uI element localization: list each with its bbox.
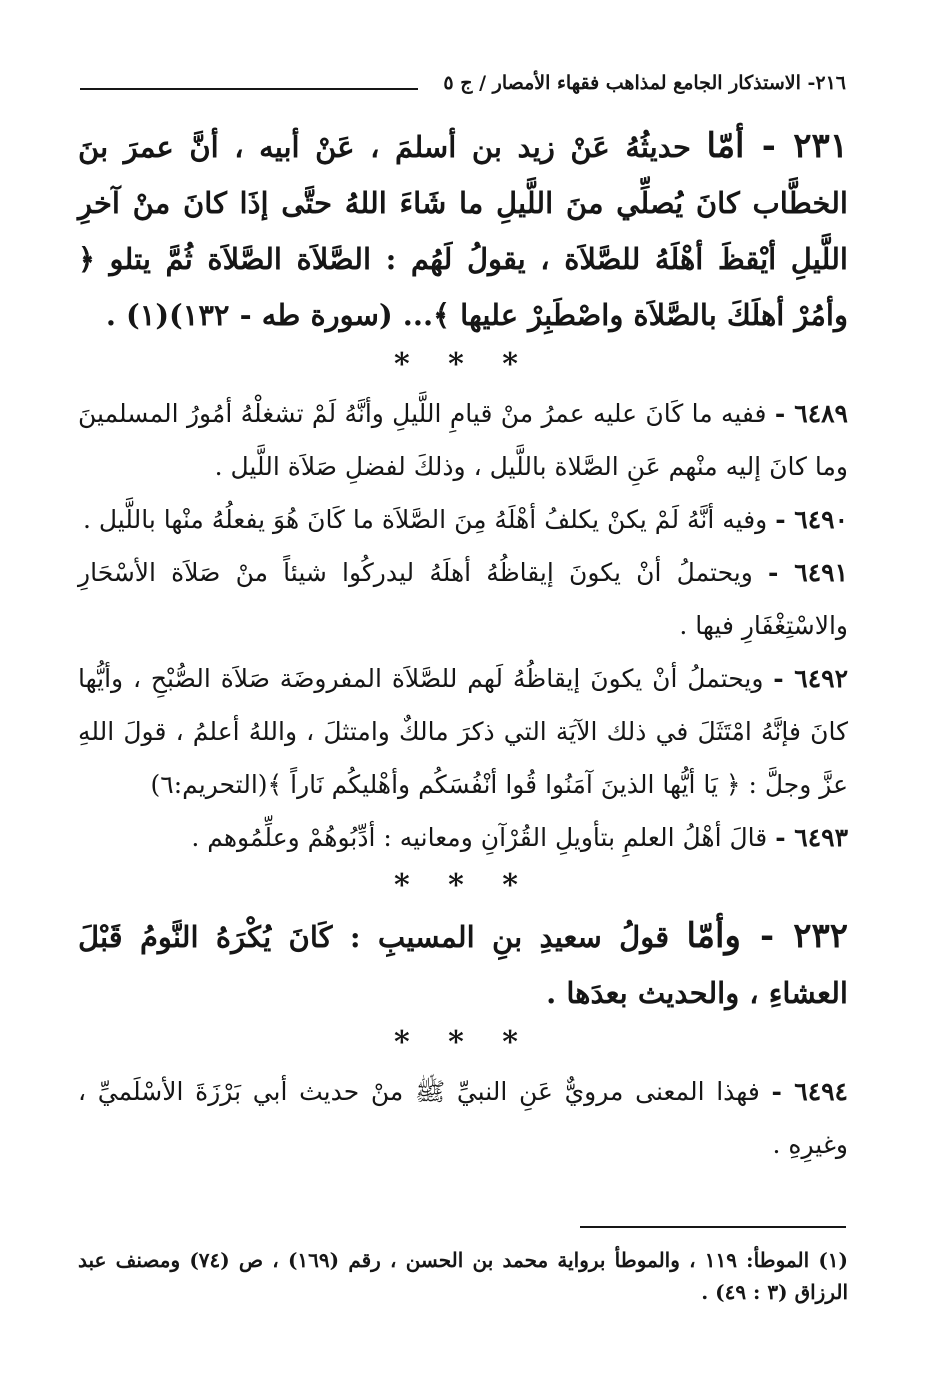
paragraph-text: ويحتملُ أنْ يكونَ إيقاظُهُ أهلَهُ ليدركُوا شيئاً منْ صَلاَة الأسْحَارِ والاسْتِغْفَارِ فيها . <box>78 558 848 640</box>
paragraph-text: وفيه أنَّهُ لَمْ يكنْ يكلفُ أهْلَهُ مِنَ الصَّلاَة ما كَانَ هُوَ يفعلُهُ منْها باللَّيل . <box>82 505 768 534</box>
paragraph-text: قالَ أهْلُ العلمِ بتأويلِ القُرْآنِ ومعانيه : أدِّبُوهُمْ وعلِّمُوهم . <box>191 823 768 852</box>
running-header <box>80 66 846 106</box>
section-divider: * * * <box>394 347 532 382</box>
commentary-paragraph <box>78 546 848 652</box>
section-divider: * * * <box>394 868 532 903</box>
footnote: (١) الموطأ: ١١٩ ، والموطأ برواية محمد بن الحسن ، رقم (١٦٩) ، ص (٧٤) ومصنف عبد الرزاق (٣ : ٤٩) . <box>78 1248 848 1304</box>
paragraph-number: ٦٤٩١ - <box>767 558 848 587</box>
hadith-paragraph <box>78 118 848 343</box>
paragraph-number: ٦٤٩٤ - <box>771 1077 848 1106</box>
header-rule <box>80 88 418 90</box>
commentary-paragraph <box>78 1065 848 1171</box>
paragraph-text: ويحتملُ أنْ يكونَ إيقاظُهُ لَهم للصَّلاَة المفروضَة صَلاَة الصُّبْحِ ، وأيُّها كانَ فإنَّهُ امْتَثَلَ في ذلك الآيَة التي ذكرَ مالكٌ وامتثلَ ، واللهُ أعلمُ ، قولَ اللهِ عزَّ وجلَّ : ﴿ يَا أيُّها الذينَ آمَنُوا قُوا أنْفُسَكُم وأهْليكُم نَاراً ﴾(التحريم:٦) <box>78 664 848 799</box>
paragraph-text: ففيه ما كَانَ عليه عمرُ منْ قيامِ اللَّيلِ وأنَّهُ لَمْ تشغلْهُ أمُورُ المسلمينَ وما كانَ إليه منْهم عَنِ الصَّلاة باللَّيل ، وذلكَ لفضلِ صَلاَة اللَّيل . <box>78 399 848 481</box>
hadith-paragraph <box>78 908 848 1021</box>
section-divider: * * * <box>394 1025 532 1060</box>
paragraph-number: ٢٣١ - أمّا <box>706 126 848 166</box>
paragraph-number: ٢٣٢ - وأمّا <box>686 916 848 956</box>
paragraph-number: ٦٤٩٢ - <box>773 664 848 693</box>
commentary-paragraph <box>78 387 848 493</box>
commentary-paragraph <box>78 811 848 864</box>
paragraph-number: ٦٤٩٣ - <box>775 823 848 852</box>
footnote-separator <box>580 1226 846 1228</box>
paragraph-text: حديثُهُ عَنْ زيد بن أسلمَ ، عَنْ أبيه ، أنَّ عمرَ بنَ الخطَّاب كانَ يُصلِّي منَ اللَّيلِ ما شَاءَ اللهُ حتَّى إذَا كانَ منْ آخرِ اللَّيلِ أيْقظَ أهْلَهُ للصَّلاَة ، يقولُ لَهُم : الصَّلاَة الصَّلاَة ثُمَّ يتلو ﴿ وأمُرْ أهلَكَ بالصَّلاَة واصْطَبِرْ عليها ﴾... (سورة طه - ١٣٢)(١) . <box>78 130 848 332</box>
paragraph-text: فهذا المعنى مرويٌّ عَنِ النبيِّ ﷺ منْ حديث أبي بَرْزَةَ الأسْلَميِّ ، وغيرِهِ . <box>78 1077 848 1159</box>
header-title: ٢١٦- الاستذكار الجامع لمذاهب فقهاء الأمصار / ج ٥ <box>443 72 846 94</box>
main-text <box>78 118 848 1171</box>
commentary-paragraph <box>78 493 848 546</box>
paragraph-number: ٦٤٩٠ - <box>775 505 848 534</box>
paragraph-number: ٦٤٨٩ - <box>774 399 848 428</box>
paragraph-text: قولُ سعيدِ بنِ المسيبِ : كَانَ يُكْرَهُ النَّومُ قَبْلَ العشاءِ ، والحديث بعدَها . <box>78 920 848 1010</box>
commentary-paragraph <box>78 652 848 811</box>
